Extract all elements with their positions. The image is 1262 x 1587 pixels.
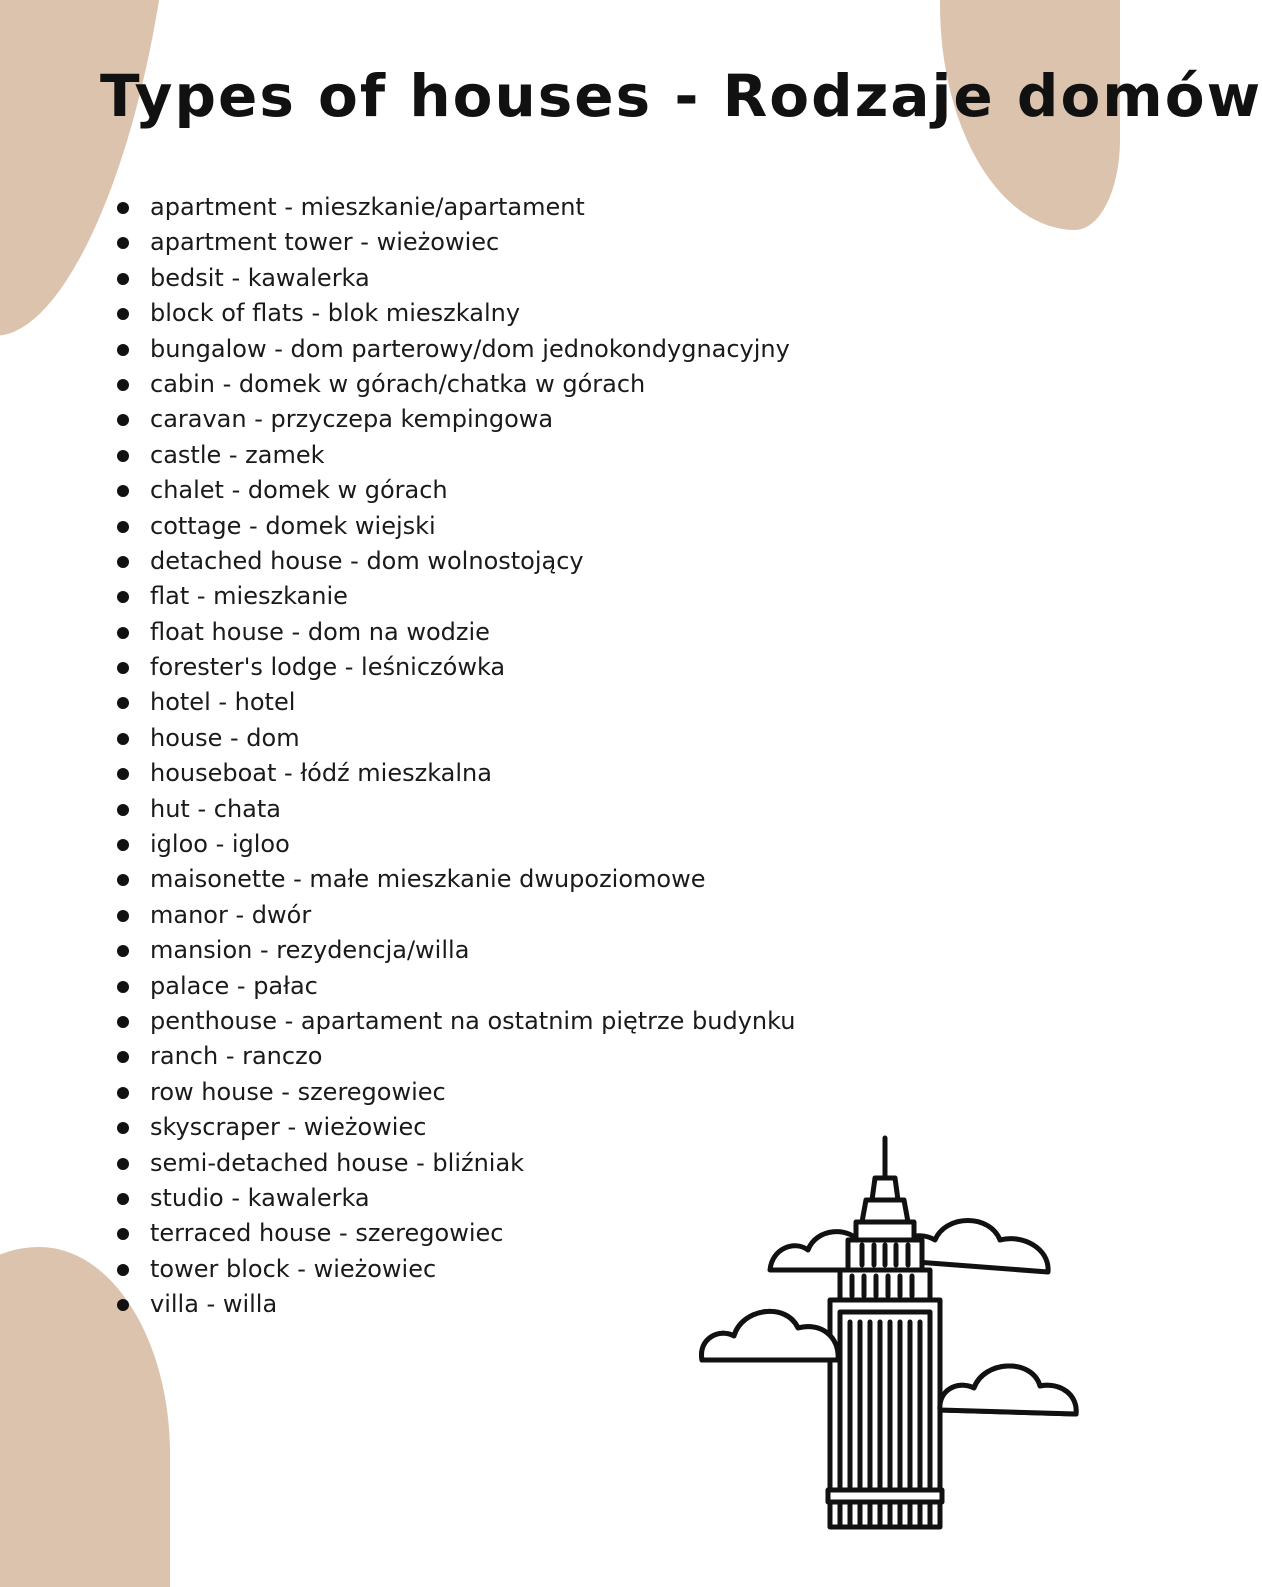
list-item	[112, 225, 796, 260]
bullet-icon	[117, 1299, 129, 1311]
list-item	[112, 261, 796, 296]
bullet-icon	[117, 308, 129, 320]
list-item	[112, 756, 796, 791]
list-item-text: terraced house - szeregowiec	[150, 1219, 504, 1248]
bullet-icon	[117, 556, 129, 568]
bullet-icon	[117, 1264, 129, 1276]
bullet-icon	[117, 697, 129, 709]
list-item	[112, 898, 796, 933]
bullet-icon	[117, 1016, 129, 1028]
list-item-text: detached house - dom wolnostojący	[150, 546, 584, 575]
bullet-icon	[117, 945, 129, 957]
list-item-text: house - dom	[150, 723, 300, 752]
list-item-text: castle - zamek	[150, 440, 325, 469]
list-item	[112, 862, 796, 897]
list-item	[112, 190, 796, 225]
list-item-text: bungalow - dom parterowy/dom jednokondygnacyjny	[150, 334, 790, 363]
list-item-text: ranch - ranczo	[150, 1042, 323, 1071]
list-item	[112, 579, 796, 614]
list-item	[112, 615, 796, 650]
list-item-text: palace - pałac	[150, 971, 318, 1000]
bullet-icon	[117, 768, 129, 780]
list-item-text: penthouse - apartament na ostatnim piętrze budynku	[150, 1006, 796, 1035]
list-item-text: row house - szeregowiec	[150, 1077, 446, 1106]
list-item-text: hotel - hotel	[150, 688, 296, 717]
bullet-icon	[117, 1087, 129, 1099]
bullet-icon	[117, 485, 129, 497]
bullet-icon	[117, 521, 129, 533]
list-item-text: maisonette - małe mieszkanie dwupoziomowe	[150, 865, 706, 894]
list-item-text: semi-detached house - bliźniak	[150, 1148, 525, 1177]
list-item-text: mansion - rezydencja/willa	[150, 936, 470, 965]
bullet-icon	[117, 1193, 129, 1205]
bullet-icon	[117, 450, 129, 462]
bullet-icon	[117, 733, 129, 745]
bullet-icon	[117, 910, 129, 922]
list-item-text: studio - kawalerka	[150, 1183, 370, 1212]
list-item-text: float house - dom na wodzie	[150, 617, 490, 646]
list-item	[112, 721, 796, 756]
bullet-icon	[117, 1051, 129, 1063]
bullet-icon	[117, 273, 129, 285]
list-item-text: apartment tower - wieżowiec	[150, 228, 500, 257]
bullet-icon	[117, 591, 129, 603]
page-title: Types of houses - Rodzaje domów	[100, 62, 1262, 130]
bullet-icon	[117, 344, 129, 356]
bullet-icon	[117, 237, 129, 249]
list-item-text: igloo - igloo	[150, 830, 290, 859]
list-item	[112, 367, 796, 402]
list-item	[112, 332, 796, 367]
list-item-text: villa - willa	[150, 1290, 278, 1319]
cloud-icon	[702, 1311, 839, 1360]
bullet-icon	[117, 379, 129, 391]
bullet-icon	[117, 1228, 129, 1240]
bullet-icon	[117, 1122, 129, 1134]
bullet-icon	[117, 839, 129, 851]
bullet-icon	[117, 662, 129, 674]
list-item	[112, 792, 796, 827]
list-item	[112, 1004, 796, 1039]
bullet-icon	[117, 874, 129, 886]
bullet-icon	[117, 414, 129, 426]
bullet-icon	[117, 202, 129, 214]
list-item	[112, 650, 796, 685]
list-item	[112, 544, 796, 579]
list-item-text: manor - dwór	[150, 900, 312, 929]
list-item	[112, 473, 796, 508]
list-item-text: tower block - wieżowiec	[150, 1254, 437, 1283]
list-item-text: skyscraper - wieżowiec	[150, 1113, 427, 1142]
list-item	[112, 438, 796, 473]
bullet-icon	[117, 1158, 129, 1170]
skyscraper-with-clouds-icon	[690, 1130, 1080, 1527]
list-item-text: houseboat - łódź mieszkalna	[150, 759, 492, 788]
list-item	[112, 685, 796, 720]
list-item-text: forester's lodge - leśniczówka	[150, 653, 506, 682]
bullet-icon	[117, 804, 129, 816]
list-item	[112, 296, 796, 331]
list-item-text: hut - chata	[150, 794, 281, 823]
list-item	[112, 1039, 796, 1074]
list-item	[112, 827, 796, 862]
list-item-text: cottage - domek wiejski	[150, 511, 436, 540]
list-item	[112, 933, 796, 968]
cloud-icon	[940, 1366, 1076, 1414]
list-item-text: cabin - domek w górach/chatka w górach	[150, 369, 646, 398]
list-item	[112, 969, 796, 1004]
bullet-icon	[117, 981, 129, 993]
list-item-text: bedsit - kawalerka	[150, 263, 370, 292]
list-item-text: caravan - przyczepa kempingowa	[150, 405, 554, 434]
list-item	[112, 1075, 796, 1110]
list-item-text: chalet - domek w górach	[150, 476, 448, 505]
list-item	[112, 402, 796, 437]
list-item	[112, 509, 796, 544]
list-item-text: flat - mieszkanie	[150, 582, 348, 611]
list-item-text: apartment - mieszkanie/apartament	[150, 193, 585, 221]
list-item-text: block of flats - blok mieszkalny	[150, 299, 521, 328]
bullet-icon	[117, 627, 129, 639]
